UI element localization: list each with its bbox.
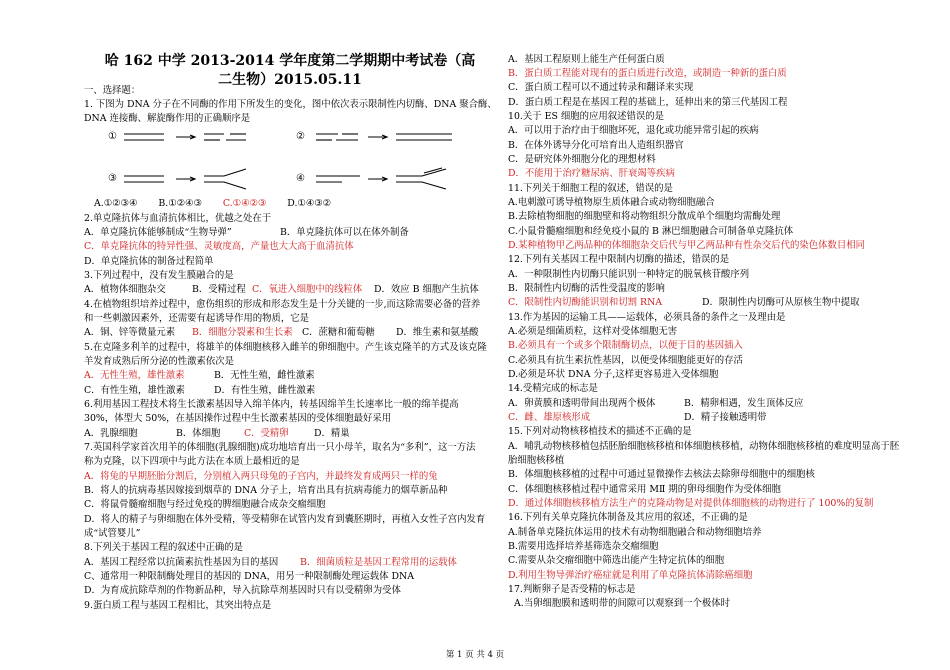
question-13: 13.作为基因的运输工具——运载体，必须具备的条件之一及理由是	[508, 312, 786, 323]
question-5-options-cd	[84, 383, 488, 398]
option-d: D．维生素和氨基酸	[396, 327, 479, 338]
question-1-options	[94, 196, 331, 211]
figure-label-1: ①	[108, 131, 117, 142]
question-10: 10.关于 ES 细胞的应用叙述错误的是	[508, 111, 665, 122]
option-b: B．无性生殖，雌性激素	[214, 370, 315, 381]
figure-label-2: ②	[296, 131, 305, 142]
question-8-option-d: D．为育成抗除草剂的作物新品种，导入抗除草剂基因时只有以受精卵为受体	[84, 585, 401, 596]
question-14-options-ab	[508, 396, 913, 411]
question-10-option-d-answer: D．不能用于治疗糖尿病、肝衰竭等疾病	[508, 168, 675, 179]
question-12-options-cd	[508, 295, 913, 310]
question-1-line-1: 1. 下图为 DNA 分子在不同酶的作用下所发生的变化，图中依次表示限制性内切酶、DNA 聚合酶、	[84, 99, 497, 110]
question-2: 2.单克隆抗体与血清抗体相比，优越之处在于	[84, 213, 272, 224]
question-12: 12.下列有关基因工程中限制内切酶的描述，错误的是	[508, 254, 730, 265]
option-b-answer: B．细胞分裂素和生长素	[192, 327, 293, 338]
question-11: 11.下列关于细胞工程的叙述，错误的是	[508, 183, 673, 194]
option-c-answer: C．受精卵	[244, 428, 289, 439]
option-d: D．效应 B 细胞产生抗体	[374, 284, 479, 295]
question-9: 9.蛋白质工程与基因工程相比，其突出特点是	[84, 600, 272, 611]
option-c-answer: C．雌、雄原核形成	[508, 412, 591, 423]
figure-label-4: ④	[296, 173, 305, 184]
question-7-line-1: 7.英国科学家首次用羊的体细胞(乳腺细胞)成功地培育出一只小母羊，取名为“多利”，这一方法	[84, 442, 476, 453]
question-10-option-b: B．在体外诱导分化可培育出人造组织器官	[508, 140, 684, 151]
question-12-option-b: B．限制性内切酶的活性受温度的影响	[508, 283, 665, 294]
question-3: 3.下列过程中，没有发生膜融合的是	[84, 270, 234, 281]
question-7-option-c: C．将鼠骨髓瘤细胞与经过免疫的脾细胞融合成杂交瘤细胞	[84, 499, 326, 510]
question-1-line-2: DNA 连接酶、解旋酶作用的正确顺序是	[84, 113, 251, 124]
question-16-option-a: A.制备单克隆抗体运用的技术有动物细胞融合和动物细胞培养	[508, 527, 762, 538]
exam-title: 哈 162 中学 2013-2014 学年度第二学期期中考试卷（高二生物）2015.05.11	[104, 53, 476, 88]
question-5-line-2: 羊发育成熟后所分泌的性激素依次是	[84, 356, 235, 367]
option-a: A．铜、锌等微量元素	[84, 327, 176, 338]
option-a: A．基因工程经常以抗菌素抗性基因为目的基因	[84, 557, 279, 568]
question-15-option-b: B．体细胞核移植的过程中可通过显微操作去核法去除卵母细胞中的细胞核	[508, 469, 815, 480]
question-16-option-d-answer: D.利用生物导弹治疗癌症就是利用了单克隆抗体清除癌细胞	[508, 570, 753, 581]
question-8: 8.下列关于基因工程的叙述中正确的是	[84, 542, 243, 553]
option-b: B.①②④③	[158, 198, 202, 209]
question-7-option-b: B．将人的抗病毒基因嫁接到烟草的 DNA 分子上，培育出具有抗病毒能力的烟草新品种	[84, 485, 448, 496]
question-14-options-cd	[508, 410, 913, 425]
question-17: 17.判断卵子是否受精的标志是	[508, 584, 636, 595]
question-11-option-b: B.去除植物细胞的细胞壁和将动物组织分散成单个细胞均需酶处理	[508, 211, 781, 222]
question-5-options-ab	[84, 368, 488, 383]
option-c-answer: C.①④②③	[222, 198, 267, 209]
option-a: A．单克隆抗体能够制成“生物导弹”	[84, 227, 232, 238]
question-7-option-d-line-1: D．将人的精子与卵细胞在体外受精，等受精卵在试管内发育到囊胚期时，再植入女性子宫内发育	[84, 514, 486, 525]
option-b: B．体细胞	[176, 428, 221, 439]
option-d: D．有性生殖，雌性激素	[214, 385, 316, 396]
question-13-option-d: D.必须是环状 DNA 分子,这样更容易进入受体细胞	[508, 369, 719, 380]
option-b-answer: B．细菌质粒是基因工程常用的运载体	[300, 557, 457, 568]
question-15-option-c: C．体细胞核移植过程中通常采用 MⅡ 期的卵母细胞作为受体细胞	[508, 484, 781, 495]
question-6-options	[84, 426, 488, 441]
question-14: 14.受精完成的标志是	[508, 383, 598, 394]
option-b: B．受精过程	[192, 284, 246, 295]
question-12-option-a: A．一种限制性内切酶只能识别一种特定的脱氧核苷酸序列	[508, 269, 750, 280]
question-9-option-a: A．基因工程原则上能生产任何蛋白质	[508, 54, 665, 65]
option-c-answer: C．限制性内切酶能识别和切割 RNA	[508, 297, 663, 308]
question-11-option-a: A.电刺激可诱导植物原生质体融合或动物细胞融合	[508, 197, 715, 208]
page-footer: 第 1 页 共 4 页	[445, 650, 505, 660]
question-4-line-2: 和一些刺激因素外，还需要有起诱导作用的物质，它是	[84, 313, 310, 324]
question-6-line-1: 6.利用基因工程技术将生长激素基因导入绵羊体内，转基因绵羊生长速率比一般的绵羊提高	[84, 399, 459, 410]
option-d: D．精巢	[314, 428, 350, 439]
option-a: A.①②③④	[94, 198, 138, 209]
option-a: A．植物体细胞杂交	[84, 284, 166, 295]
dna-diagram-svg	[106, 129, 476, 189]
question-3-options	[84, 282, 488, 297]
question-7-option-d-line-2: 成“试管婴儿”	[84, 528, 141, 539]
question-7-option-a-answer: A．将兔的早期胚胎分割后，分别植入两只母兔的子宫内，并最终发育成两只一样的兔	[84, 471, 438, 482]
question-16: 16.下列有关单克隆抗体制备及其应用的叙述，不正确的是	[508, 512, 748, 523]
question-8-options-ab	[84, 555, 488, 570]
option-a: A．卵黄膜和透明带间出现两个极体	[508, 398, 656, 409]
question-15-option-d-answer: D．通过体细胞核移植方法生产的克隆动物是对提供体细胞核的动物进行了 100%的复制	[508, 498, 874, 509]
question-11-option-c: C.小鼠骨髓瘤细胞和经免疫小鼠的 B 淋巴细胞融合可制备单克隆抗体	[508, 226, 794, 237]
question-9-option-d: D．蛋白质工程是在基因工程的基础上，延伸出来的第三代基因工程	[508, 97, 788, 108]
question-2-option-c-answer: C．单克隆抗体的特异性强、灵敏度高，产量也大大高于血清抗体	[84, 241, 354, 252]
question-9-option-b-answer: B．蛋白质工程能对现有的蛋白质进行改造，或制造一种新的蛋白质	[508, 68, 787, 79]
figure-label-3: ③	[108, 173, 117, 184]
question-10-option-a: A．可以用于治疗由于细胞坏死，退化或功能异常引起的疾病	[508, 125, 759, 136]
question-15: 15.下列对动物核移植技术的描述不正确的是	[508, 426, 692, 437]
question-2-option-d: D．单克隆抗体的制备过程简单	[84, 256, 214, 267]
option-c: C．有性生殖，雄性激素	[84, 385, 185, 396]
question-9-option-c: C．蛋白质工程可以不通过转录和翻译来实现	[508, 82, 694, 93]
question-13-option-a: A.必须是细菌质粒，这样对受体细胞无害	[508, 326, 678, 337]
dna-enzyme-figure	[106, 129, 476, 189]
question-17-option-a: A.当卵细胞膜和透明带的间隙可以观察到一个极体时	[514, 598, 731, 609]
question-6-line-2: 30%，体型大 50%，在基因操作过程中生长激素基因的受体细胞最好采用	[84, 413, 392, 424]
question-2-options-ab	[84, 225, 409, 240]
section-heading: 一、选择题：	[84, 85, 141, 96]
option-d: D．限制性内切酶可从原核生物中提取	[702, 297, 860, 308]
question-4-options	[84, 325, 488, 340]
option-a: A．乳腺细胞	[84, 428, 138, 439]
question-8-option-c: C、通常用一种限制酶处理目的基因的 DNA，用另一种限制酶处理运载体 DNA	[84, 571, 414, 582]
question-16-option-b: B.需要用选择培养基筛选杂交瘤细胞	[508, 541, 659, 552]
question-16-option-c: C.需要从杂交瘤细胞中筛选出能产生特定抗体的细胞	[508, 555, 725, 566]
option-d: D.①④③②	[287, 198, 332, 209]
option-a-answer: A．无性生殖，雄性激素	[84, 370, 185, 381]
question-15-option-a-line-1: A．哺乳动物核移植包括胚胎细胞核移植和体细胞核移植，动物体细胞核移植的难度明显高于胚	[508, 441, 900, 452]
question-5-line-1: 5.在克隆多利羊的过程中，将雄羊的体细胞核移入雌羊的卵细胞中。产生该克隆羊的方式及该克隆	[84, 342, 487, 353]
question-15-option-a-line-2: 胎细胞核移植	[508, 455, 565, 466]
question-4-line-1: 4.在植物组织培养过程中，愈伤组织的形成和形态发生是十分关键的一步,而这除需要必备的营养	[84, 299, 481, 310]
option-d: D．精子接触透明带	[684, 412, 767, 423]
question-7-line-2: 称为克隆，以下四项中与此方法在本质上最相近的是	[84, 456, 300, 467]
option-c: C．蔗糖和葡萄糖	[302, 327, 375, 338]
question-11-option-d-answer: D.某种植物甲乙两品种的体细胞杂交后代与甲乙两品种有性杂交后代的染色体数目相同	[508, 240, 866, 251]
option-b: B．单克隆抗体可以在体外制备	[280, 227, 409, 238]
option-b: B．精卵相遇，发生顶体反应	[684, 398, 804, 409]
option-c-answer: C．氧进入细胞中的线粒体	[252, 284, 363, 295]
question-13-option-b-answer: B.必须具有一个或多个限制酶切点，以便于目的基因插入	[508, 340, 743, 351]
question-13-option-c: C.必须具有抗生素抗性基因，以便受体细胞能更好的存活	[508, 355, 743, 366]
question-10-option-c: C．是研究体外细胞分化的理想材料	[508, 154, 656, 165]
